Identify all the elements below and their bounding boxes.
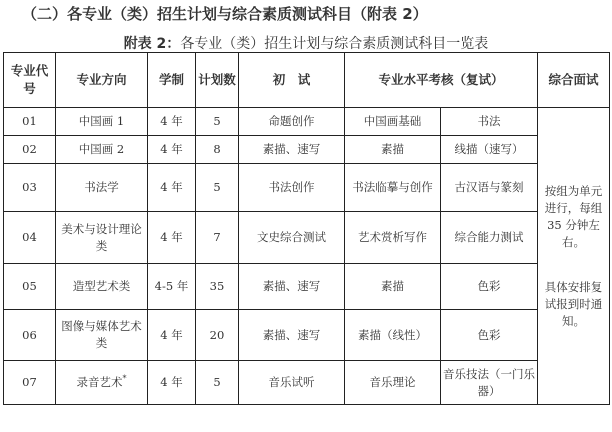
cell-prof-b: 书法 (441, 108, 538, 136)
cell-initial: 书法创作 (239, 164, 345, 212)
cell-years: 4 年 (148, 212, 196, 264)
cell-initial: 文史综合测试 (239, 212, 345, 264)
cell-plan: 8 (196, 136, 239, 164)
cell-years: 4 年 (148, 164, 196, 212)
header-direction: 专业方向 (56, 53, 148, 108)
cell-prof-b: 色彩 (441, 264, 538, 310)
cell-prof-b: 线描（速写） (441, 136, 538, 164)
cell-prof-a: 素描 (345, 264, 441, 310)
cell-code: 07 (4, 361, 56, 405)
table-row (4, 212, 610, 264)
cell-plan: 5 (196, 108, 239, 136)
footnote-mark: * (122, 374, 127, 384)
cell-years: 4 年 (148, 136, 196, 164)
cell-prof-b: 色彩 (441, 310, 538, 361)
header-plan: 计划数 (196, 53, 239, 108)
cell-years: 4 年 (148, 310, 196, 361)
cell-code: 06 (4, 310, 56, 361)
table-row (4, 108, 610, 136)
cell-code: 01 (4, 108, 56, 136)
header-interview: 综合面试 (538, 53, 610, 108)
direction-text: 录音艺术 (76, 375, 123, 389)
cell-initial: 素描、速写 (239, 310, 345, 361)
cell-initial: 音乐试听 (239, 361, 345, 405)
cell-years: 4-5 年 (148, 264, 196, 310)
header-years: 学制 (148, 53, 196, 108)
cell-prof-a: 素描（线性） (345, 310, 441, 361)
cell-direction: 中国画 1 (56, 108, 148, 136)
cell-code: 03 (4, 164, 56, 212)
table-row (4, 136, 610, 164)
header-initial: 初 试 (239, 53, 345, 108)
cell-prof-b: 音乐技法（一门乐器） (441, 361, 538, 405)
cell-plan: 20 (196, 310, 239, 361)
cell-prof-a: 音乐理论 (345, 361, 441, 405)
cell-prof-a: 书法临摹与创作 (345, 164, 441, 212)
header-code: 专业代号 (4, 53, 56, 108)
interview-note-line1: 按组为单元进行，每组 35 分钟左右。 (544, 183, 603, 249)
cell-plan: 7 (196, 212, 239, 264)
cell-plan: 5 (196, 361, 239, 405)
table-caption (0, 33, 612, 53)
cell-direction: 美术与设计理论类 (56, 212, 148, 264)
table-row (4, 164, 610, 212)
interview-note-line2: 具体安排复试报到时通知。 (544, 279, 603, 328)
caption-prefix: 附表 2： (123, 36, 181, 52)
cell-initial: 素描、速写 (239, 136, 345, 164)
section-heading: （二）各专业（类）招生计划与综合素质测试科目（附表 2） (22, 5, 428, 23)
cell-prof-a: 中国画基础 (345, 108, 441, 136)
table-row (4, 361, 610, 405)
cell-code: 04 (4, 212, 56, 264)
interview-note (538, 108, 610, 405)
cell-initial: 素描、速写 (239, 264, 345, 310)
header-professional: 专业水平考核（复试） (345, 53, 538, 108)
cell-code: 05 (4, 264, 56, 310)
cell-code: 02 (4, 136, 56, 164)
enrollment-plan-table (3, 52, 610, 405)
cell-years: 4 年 (148, 361, 196, 405)
cell-prof-b: 古汉语与篆刻 (441, 164, 538, 212)
header-row (4, 53, 610, 108)
cell-direction: 图像与媒体艺术类 (56, 310, 148, 361)
cell-initial: 命题创作 (239, 108, 345, 136)
cell-direction: 中国画 2 (56, 136, 148, 164)
cell-plan: 5 (196, 164, 239, 212)
cell-prof-a: 艺术赏析写作 (345, 212, 441, 264)
cell-direction (56, 361, 148, 405)
table-row (4, 310, 610, 361)
caption-title: 各专业（类）招生计划与综合素质测试科目一览表 (180, 36, 489, 52)
cell-direction: 造型艺术类 (56, 264, 148, 310)
cell-prof-b: 综合能力测试 (441, 212, 538, 264)
cell-prof-a: 素描 (345, 136, 441, 164)
cell-years: 4 年 (148, 108, 196, 136)
cell-direction: 书法学 (56, 164, 148, 212)
cell-plan: 35 (196, 264, 239, 310)
table-row (4, 264, 610, 310)
